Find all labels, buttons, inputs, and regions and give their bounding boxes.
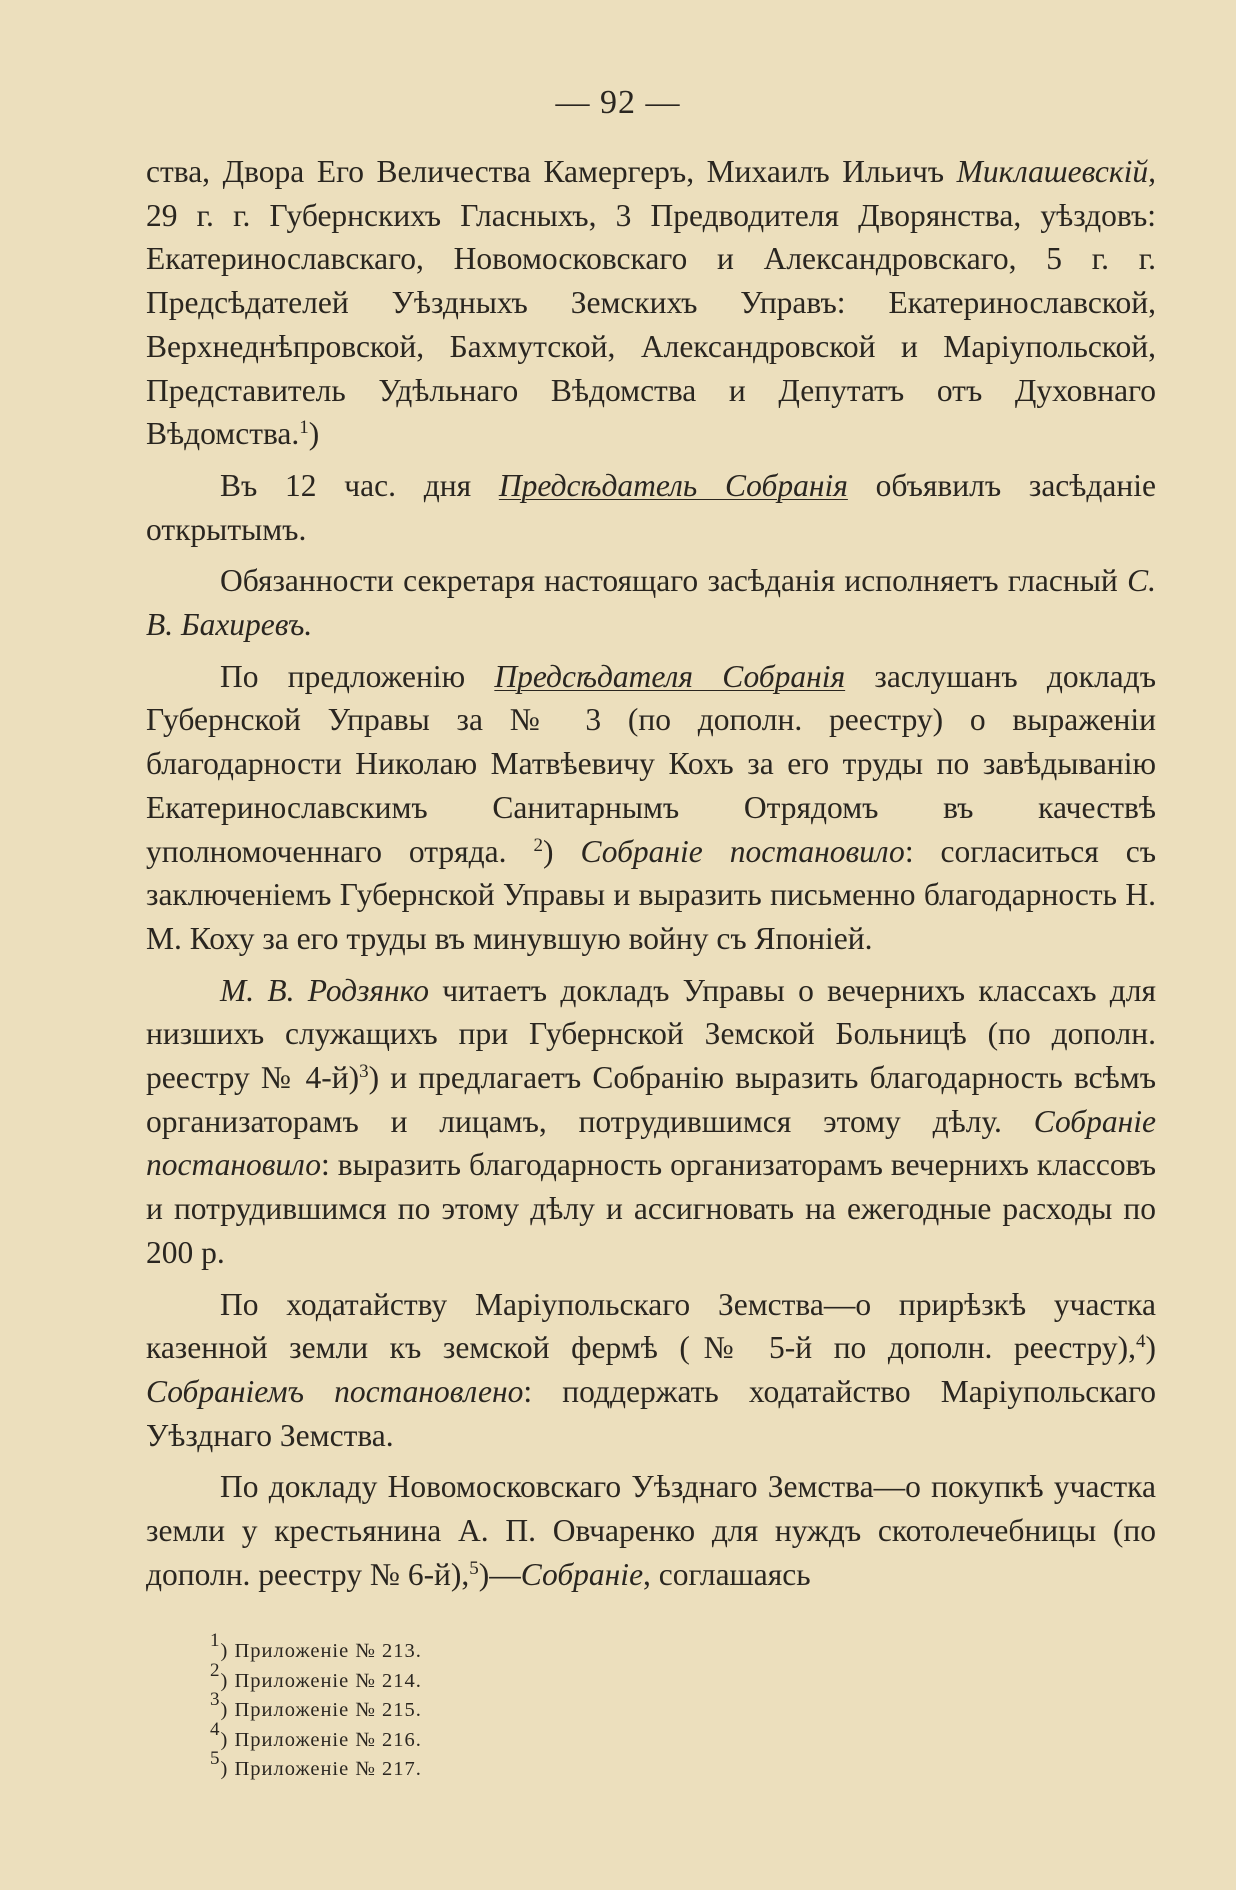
footnote-number: 3 <box>210 1689 221 1710</box>
footnote-number: 5 <box>210 1748 221 1769</box>
person-name: М. В. Родзянко <box>220 972 429 1008</box>
text-run: ) <box>308 416 320 452</box>
text-run: заслушанъ докладъ Губернской Управы за № 3 (по дополн. реестру) о выраженіи благодарности Николаю Матвѣевичу Кохъ за его труды по завѣдыванію Екатеринославскимъ Санитарнымъ Отрядомъ въ качествѣ уполномоченнаго отряда. <box>146 658 1156 869</box>
text-run: По докладу Новомосковскаго Уѣзднаго Земства—о покупкѣ участка земли у крестьянина А. П. Овчаренко для нуждъ скотолечебницы (по дополн. реестру № 6-й), <box>146 1469 1156 1592</box>
text-run: ) <box>543 833 581 869</box>
footnote-ref: 1 <box>299 417 309 439</box>
footnote-ref: 3 <box>359 1061 369 1083</box>
main-text <box>146 150 1156 1605</box>
text-run: ства, Двора Его Величества Камергеръ, Михаилъ Ильичъ <box>146 154 957 189</box>
paragraph-1 <box>146 150 1156 456</box>
page-number: — 92 — <box>555 84 681 121</box>
text-run: : выразить благодарность организаторамъ вечернихъ классовъ и потрудившимся по этому дѣлу и ассигновать на ежегодные расходы по 200 р. <box>146 1147 1156 1270</box>
footnote <box>210 1659 422 1697</box>
text-run: )— <box>478 1556 521 1592</box>
chairman-title: Предсѣдатель Собранія <box>498 467 848 503</box>
footnote-ref: 5 <box>469 1557 479 1579</box>
person-name: С. В. Бахиревъ. <box>146 563 1156 643</box>
footnote <box>210 1748 422 1785</box>
paragraph-5 <box>146 969 1156 1275</box>
text-run: , соглашаясь <box>643 1556 811 1592</box>
footnotes <box>210 1630 422 1785</box>
footnote <box>210 1689 422 1726</box>
person-name: Миклашевскій, <box>956 154 1156 189</box>
footnote-number: 4 <box>210 1718 221 1740</box>
text-run: Обязанности секретаря настоящаго засѣданія исполняетъ гласный <box>220 563 1128 599</box>
footnote <box>210 1630 422 1667</box>
paragraph-7 <box>146 1465 1156 1596</box>
footnote-ref: 2 <box>533 834 544 856</box>
paragraph-4 <box>146 655 1156 961</box>
footnote <box>210 1718 422 1756</box>
paragraph-6 <box>146 1283 1156 1458</box>
footnote-text: ) Приложеніе № 213. <box>220 1640 422 1662</box>
chairman-title: Предсѣдателя Собранія <box>494 658 846 694</box>
footnote-number: 2 <box>210 1659 221 1681</box>
decision-phrase: Собраніе постановило <box>580 833 905 869</box>
footnote-text: ) Приложеніе № 217. <box>220 1758 422 1780</box>
text-run: ) <box>1145 1330 1156 1366</box>
text-run: По ходатайству Маріупольскаго Земства—о прирѣзкѣ участка казенной земли къ земской фермѣ (№ 5-й по дополн. реестру), <box>146 1286 1156 1366</box>
text-run: : поддержать ходатайство Маріупольскаго Уѣзднаго Земства. <box>146 1373 1156 1453</box>
text-run: ) и предлагаетъ Собранію выразить благодарность всѣмъ организаторамъ и лицамъ, потрудившимся этому дѣлу. <box>146 1060 1156 1139</box>
text-run: Въ 12 час. дня <box>220 467 499 503</box>
decision-phrase: Собраніемъ постановлено <box>146 1373 524 1409</box>
footnote-text: ) Приложеніе № 214. <box>220 1669 422 1692</box>
text-run: По предложенію <box>220 658 495 694</box>
text-run: 29 г. г. Губернскихъ Гласныхъ, 3 Предводителя Дворянства, уѣздовъ: Екатеринославскаго, Новомосковскаго и Александровскаго, 5 г. г. Предсѣдателей Уѣздныхъ Земскихъ Управъ: Екатеринославской, Верхнеднѣпровской, Бахмутской, Александровской и Маріупольской, Представитель Удѣльнаго Вѣдомства и Депутатъ отъ Духовнаго Вѣдомства. <box>146 197 1156 452</box>
footnote-text: ) Приложеніе № 215. <box>220 1699 422 1721</box>
footnote-ref: 4 <box>1136 1331 1146 1353</box>
paragraph-2 <box>146 464 1156 551</box>
decision-phrase: Собраніе постановило <box>146 1103 1156 1183</box>
decision-phrase: Собраніе <box>520 1556 644 1592</box>
footnote-text: ) Приложеніе № 216. <box>220 1728 422 1751</box>
footnote-number: 1 <box>210 1630 221 1651</box>
text-run: читаетъ докладъ Управы о вечернихъ классахъ для низшихъ служащихъ при Губернской Земской Больницѣ (по дополн. реестру № 4-й) <box>146 972 1156 1096</box>
text-run: : согласиться съ заключеніемъ Губернской Управы и выразить письменно благодарность Н. М. Коху за его труды въ минувшую войну съ Японіей. <box>146 833 1156 956</box>
paragraph-3 <box>146 559 1156 646</box>
text-run: объявилъ засѣданіе открытымъ. <box>146 467 1156 547</box>
